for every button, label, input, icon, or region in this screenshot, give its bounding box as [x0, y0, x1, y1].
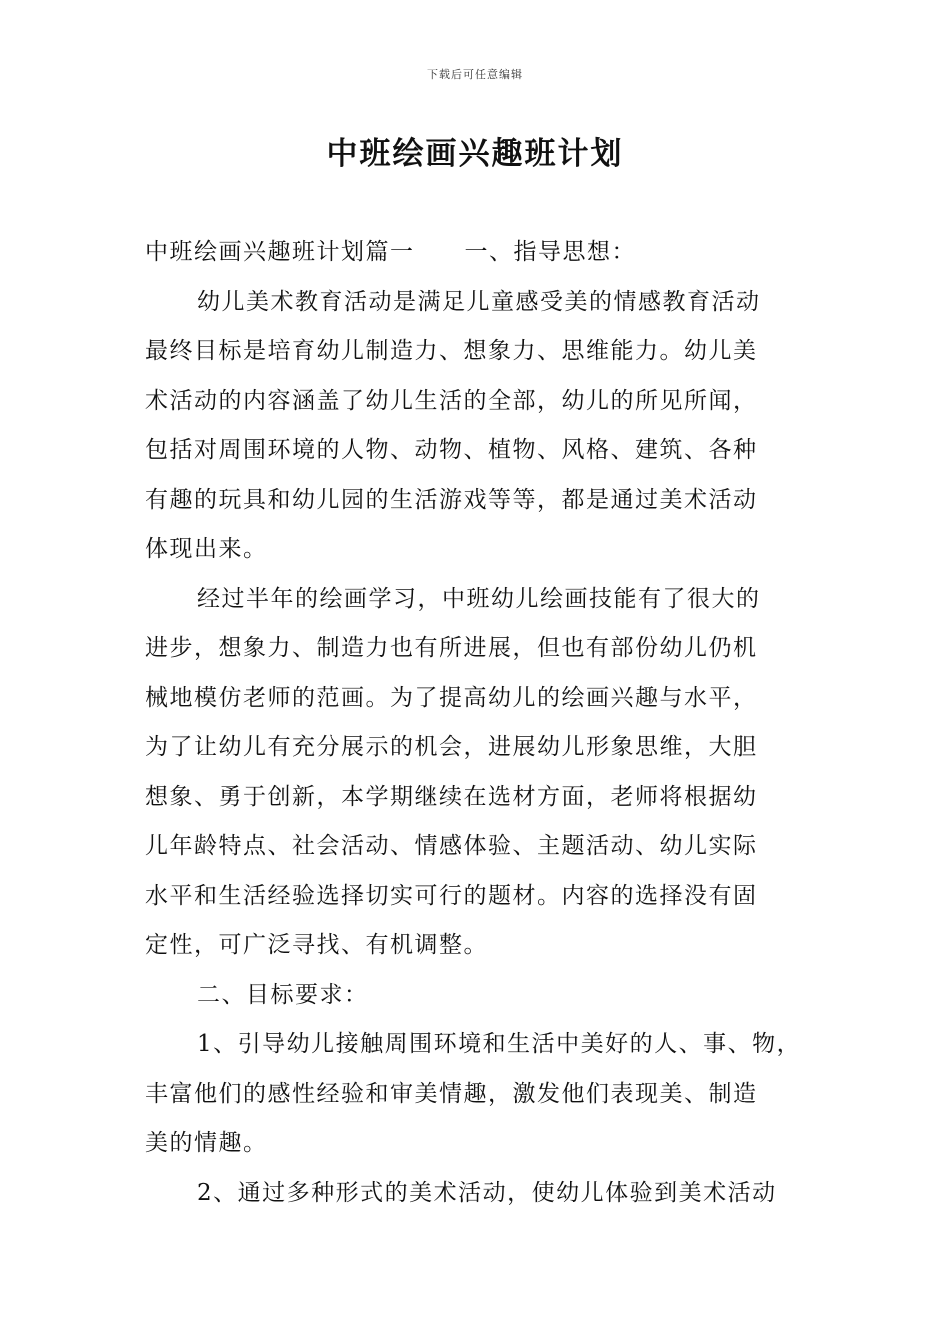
body-line — [145, 228, 815, 278]
paragraph-line: 为了让幼儿有充分展示的机会，进展幼儿形象思维，大胆 — [145, 734, 758, 760]
paragraph-line: 最终目标是培育幼儿制造力、想象力、思维能力。幼儿美 — [145, 338, 758, 364]
document-title: 中班绘画兴趣班计划 — [326, 136, 624, 172]
list-item: 1、引导幼儿接触周围环境和生活中美好的人、事、物， — [197, 1031, 802, 1057]
section-heading: 中班绘画兴趣班计划篇一 — [145, 239, 415, 265]
paragraph-line: 械地模仿老师的范画。为了提高幼儿的绘画兴趣与水平， — [145, 684, 758, 711]
paragraph-line: 经过半年的绘画学习，中班幼儿绘画技能有了很大的 — [197, 585, 761, 612]
paragraph-line: 儿年龄特点、社会活动、情感体验、主题活动、幼儿实际 — [145, 833, 758, 859]
paragraph-line: 体现出来。 — [145, 536, 268, 562]
paragraph-line: 丰富他们的感性经验和审美情趣，激发他们表现美、制造 — [145, 1080, 758, 1107]
paragraph-line: 有趣的玩具和幼儿园的生活游戏等等，都是通过美术活动 — [145, 486, 758, 513]
subsection-heading: 一、指导思想： — [464, 239, 636, 265]
paragraph-line: 幼儿美术教育活动是满足儿童感受美的情感教育活动 — [197, 288, 761, 315]
paragraph-line: 术活动的内容涵盖了幼儿生活的全部，幼儿的所见所闻， — [145, 387, 758, 414]
paragraph-line: 想象、勇于创新，本学期继续在选材方面，老师将根据幼 — [145, 783, 758, 810]
document-body — [145, 228, 815, 1218]
header-note: 下载后可任意编辑 — [427, 68, 523, 81]
paragraph-line: 美的情趣。 — [145, 1130, 268, 1156]
paragraph-line: 包括对周围环境的人物、动物、植物、风格、建筑、各种 — [145, 437, 758, 463]
list-item: 2、通过多种形式的美术活动，使幼儿体验到美术活动 — [197, 1179, 777, 1206]
paragraph-line: 水平和生活经验选择切实可行的题材。内容的选择没有固 — [145, 882, 758, 909]
section-heading: 二、目标要求： — [197, 981, 369, 1008]
paragraph-line: 进步，想象力、制造力也有所进展，但也有部份幼儿仍机 — [145, 635, 758, 661]
paragraph-line: 定性，可广泛寻找、有机调整。 — [145, 932, 488, 958]
